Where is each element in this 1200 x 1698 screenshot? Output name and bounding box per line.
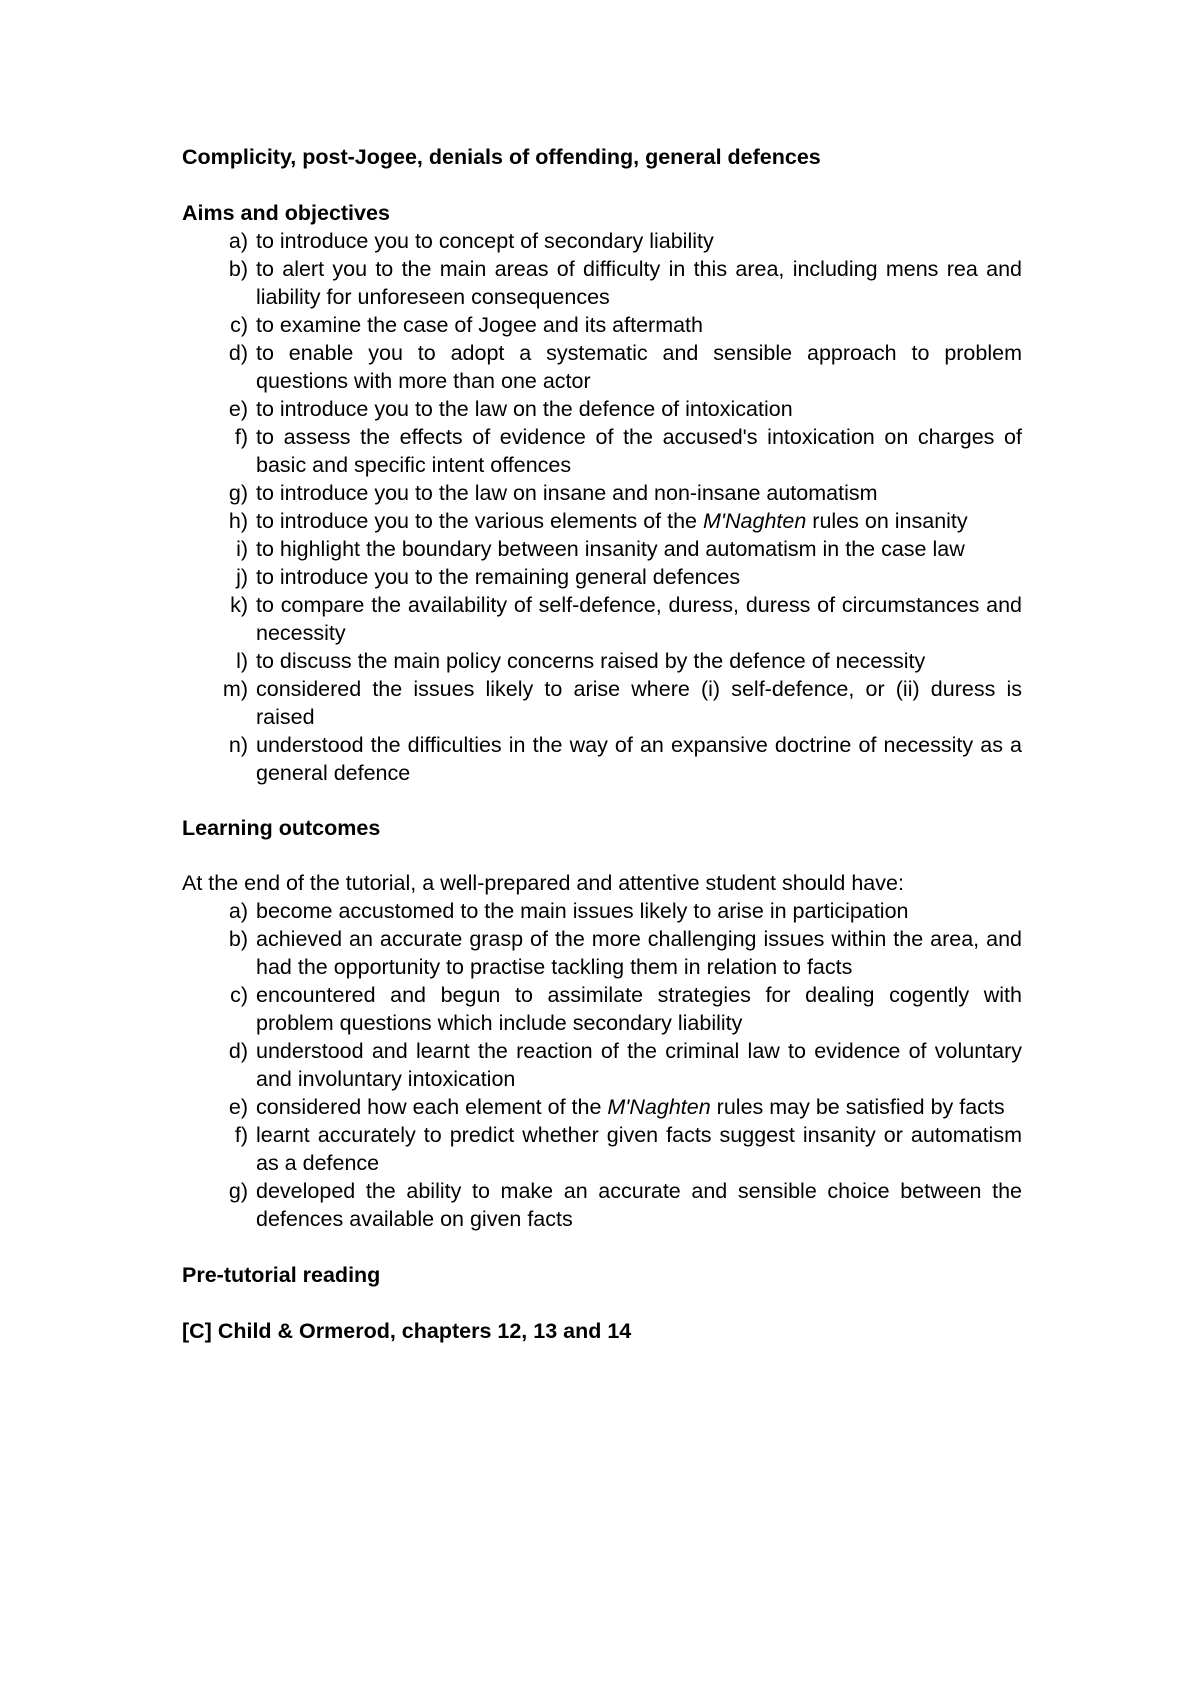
list-marker: c) — [230, 313, 248, 337]
list-item — [182, 255, 1022, 311]
list-item — [182, 1121, 1022, 1177]
list-marker: d) — [228, 1039, 248, 1063]
list-marker: d) — [228, 341, 248, 365]
text-segment: rules on insanity — [806, 509, 968, 533]
list-marker: e) — [228, 397, 248, 421]
list-item-text: to highlight the boundary between insanity and automatism in the case law — [256, 537, 965, 561]
list-item — [182, 311, 1022, 339]
list-marker: i) — [236, 537, 248, 561]
list-item — [182, 675, 1022, 731]
list-marker: g) — [228, 481, 248, 505]
list-item-text: to assess the effects of evidence of the accused's intoxication on charges of basic and specific intent offences — [256, 425, 1022, 477]
list-item — [182, 563, 1022, 591]
list-item — [182, 925, 1022, 981]
list-item — [182, 1093, 1022, 1121]
aims-list — [182, 227, 1022, 787]
list-marker: f) — [234, 1123, 248, 1147]
list-marker: n) — [228, 733, 248, 757]
list-item-text: encountered and begun to assimilate strategies for dealing cogently with problem questions which include secondary liability — [256, 983, 1022, 1035]
list-item-text — [256, 507, 1022, 535]
text-segment: considered how each element of the — [256, 1095, 608, 1119]
list-marker: f) — [234, 425, 248, 449]
list-marker: l) — [236, 649, 248, 673]
text-segment: to introduce you to the various elements of the — [256, 509, 703, 533]
list-item-text: learnt accurately to predict whether given facts suggest insanity or automatism as a defence — [256, 1123, 1022, 1175]
list-item — [182, 423, 1022, 479]
list-item — [182, 731, 1022, 787]
list-item — [182, 227, 1022, 255]
list-item-text: to discuss the main policy concerns raised by the defence of necessity — [256, 649, 926, 673]
list-item — [182, 1177, 1022, 1233]
outcomes-list — [182, 897, 1022, 1233]
case-name-italic: M'Naghten — [703, 509, 807, 533]
document-page — [182, 143, 1022, 1345]
list-item-text — [256, 1093, 1022, 1121]
list-item-text: to alert you to the main areas of difficulty in this area, including mens rea and liability for unforeseen consequences — [256, 257, 1022, 309]
list-item-text: to introduce you to the law on insane and non-insane automatism — [256, 481, 878, 505]
list-marker: a) — [228, 899, 248, 923]
list-item — [182, 339, 1022, 395]
list-marker: k) — [230, 593, 248, 617]
list-item-text: considered the issues likely to arise where (i) self-defence, or (ii) duress is raised — [256, 677, 1022, 729]
list-marker: m) — [222, 677, 248, 701]
list-item — [182, 535, 1022, 563]
outcomes-intro: At the end of the tutorial, a well-prepared and attentive student should have: — [182, 871, 904, 895]
list-item-text: achieved an accurate grasp of the more challenging issues within the area, and had the opportunity to practise tackling them in relation to facts — [256, 927, 1022, 979]
list-item — [182, 647, 1022, 675]
list-item-text: understood and learnt the reaction of the criminal law to evidence of voluntary and involuntary intoxication — [256, 1039, 1022, 1091]
list-item-text: understood the difficulties in the way of an expansive doctrine of necessity as a general defence — [256, 733, 1022, 785]
aims-heading: Aims and objectives — [182, 201, 390, 225]
list-marker: b) — [228, 257, 248, 281]
learning-outcomes-heading: Learning outcomes — [182, 816, 381, 840]
list-item-text: to enable you to adopt a systematic and sensible approach to problem questions with more than one actor — [256, 341, 1022, 393]
list-marker: b) — [228, 927, 248, 951]
list-item-text: to introduce you to concept of secondary liability — [256, 229, 714, 253]
list-item — [182, 479, 1022, 507]
list-item — [182, 507, 1022, 535]
pre-tutorial-reading-heading: Pre-tutorial reading — [182, 1263, 381, 1287]
list-item-text: developed the ability to make an accurate and sensible choice between the defences available on given facts — [256, 1179, 1022, 1231]
list-item-text: to introduce you to the remaining general defences — [256, 565, 741, 589]
list-item — [182, 981, 1022, 1037]
list-marker: h) — [228, 509, 248, 533]
list-item-text: to compare the availability of self-defence, duress, duress of circumstances and necessity — [256, 593, 1022, 645]
list-marker: g) — [228, 1179, 248, 1203]
case-name-italic: M'Naghten — [607, 1095, 711, 1119]
list-item — [182, 1037, 1022, 1093]
list-item-text: to examine the case of Jogee and its aftermath — [256, 313, 703, 337]
list-item-text: become accustomed to the main issues likely to arise in participation — [256, 899, 909, 923]
list-item — [182, 591, 1022, 647]
text-segment: rules may be satisfied by facts — [710, 1095, 1005, 1119]
document-title: Complicity, post-Jogee, denials of offending, general defences — [182, 145, 821, 169]
list-marker: j) — [236, 565, 248, 589]
reading-item: [C] Child & Ormerod, chapters 12, 13 and 14 — [182, 1319, 632, 1343]
list-marker: c) — [230, 983, 248, 1007]
list-marker: e) — [228, 1095, 248, 1119]
list-marker: a) — [228, 229, 248, 253]
list-item-text: to introduce you to the law on the defence of intoxication — [256, 397, 793, 421]
list-item — [182, 395, 1022, 423]
list-item — [182, 897, 1022, 925]
